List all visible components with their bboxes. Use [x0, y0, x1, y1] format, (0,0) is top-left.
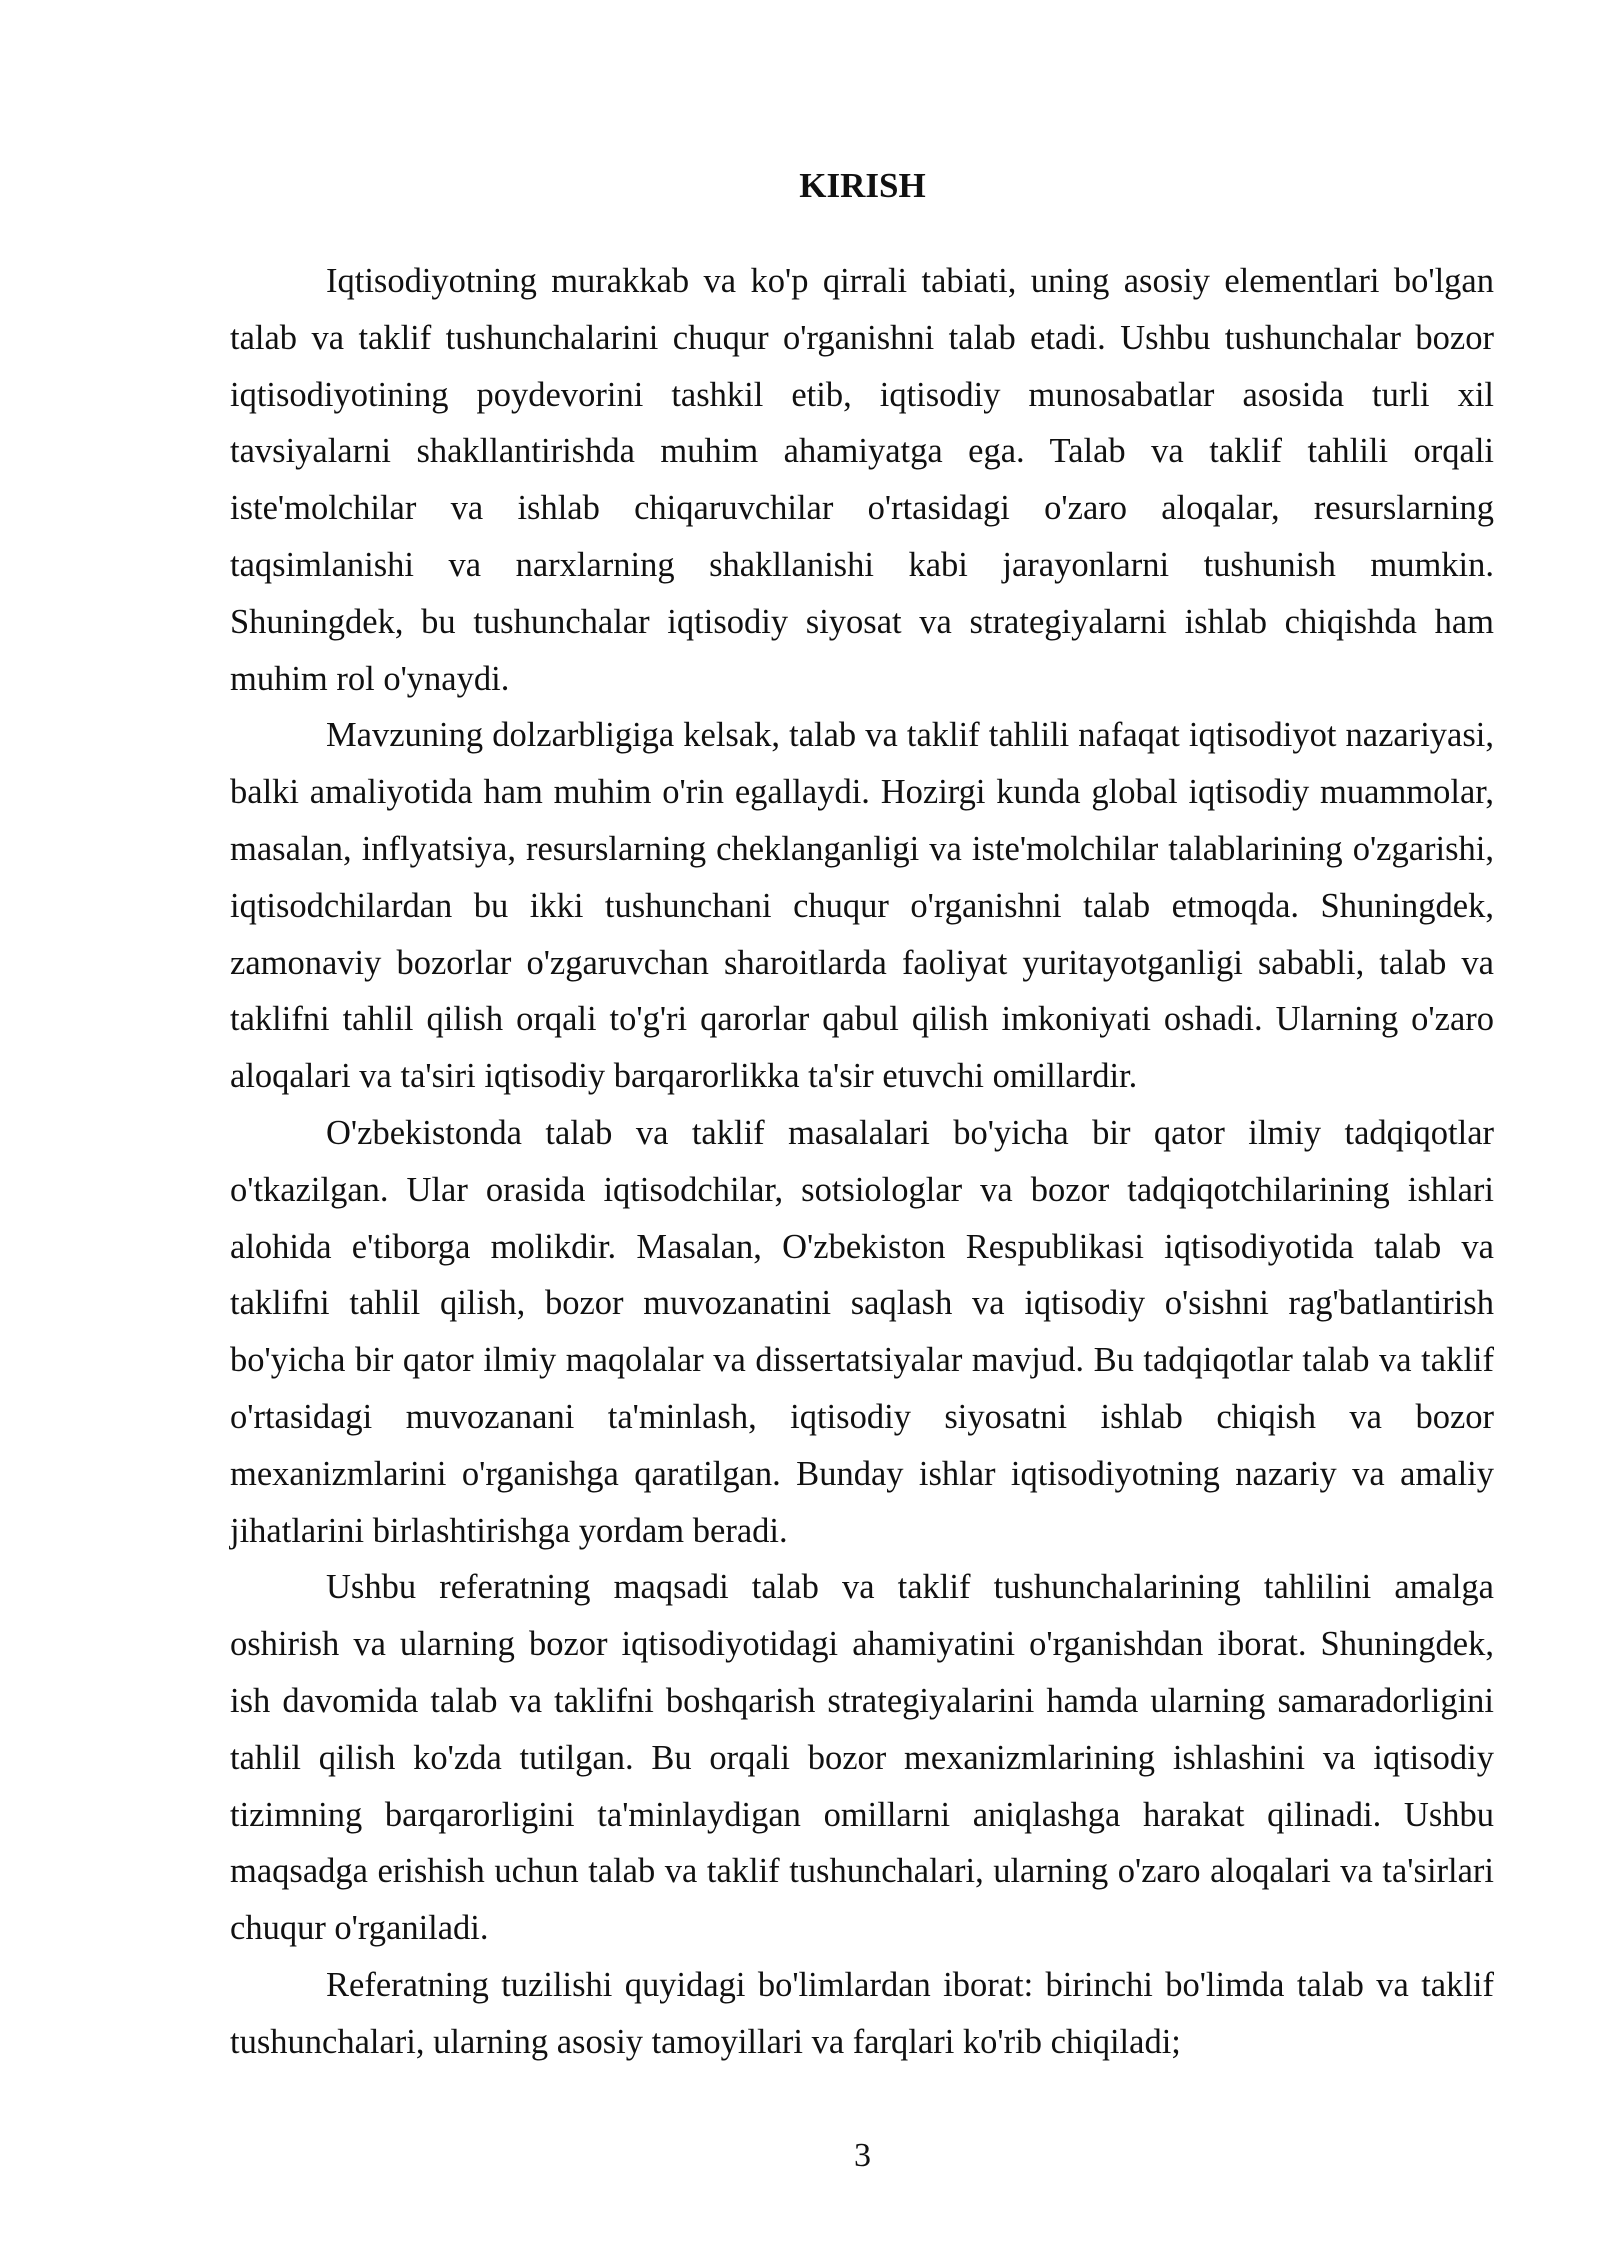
paragraph-structure: Referatning tuzilishi quyidagi bo'limlardan iborat: birinchi bo'limda talab va taklif tushunchalari, ularning asosiy tamoyillari va farqlari ko'rib chiqiladi;	[230, 1965, 1494, 2061]
page-number: 3	[854, 2137, 871, 2174]
paragraph-introduction: Iqtisodiyotning murakkab va ko'p qirrali tabiati, uning asosiy elementlari bo'lgan talab va taklif tushunchalarini chuqur o'rganishni talab etadi. Ushbu tushunchalar bozor iqtisodiyotining poydevorini tashkil etib, iqtisodiy munosabatlar asosida turli xil tavsiyalarni shakllantirishda muhim ahamiyatga ega. Talab va taklif tahlili orqali iste'molchilar va ishlab chiqaruvchilar o'rtasidagi o'zaro aloqalar, resurslarning taqsimlanishi va narxlarning shakllanishi kabi jarayonlarni tushunish mumkin. Shuningdek, bu tushunchalar iqtisodiy siyosat va strategiyalarni ishlab chiqishda ham muhim rol o'ynaydi.	[230, 262, 1494, 698]
page-title: KIRISH	[799, 166, 926, 205]
paragraph-research: O'zbekistonda talab va taklif masalalari bo'yicha bir qator ilmiy tadqiqotlar o'tkazilgan. Ular orasida iqtisodchilar, sotsiologlar va bozor tadqiqotchilarining ishlari alohida e'tiborga molikdir. Masalan, O'zbekiston Respublikasi iqtisodiyotida talab va taklifni tahlil qilish, bozor muvozanatini saqlash va iqtisodiy o'sishni rag'batlantirish bo'yicha bir qator ilmiy maqolalar va dissertatsiyalar mavjud. Bu tadqiqotlar talab va taklif o'rtasidagi muvozanani ta'minlash, iqtisodiy siyosatni ishlab chiqish va bozor mexanizmlarini o'rganishga qaratilgan. Bunday ishlar iqtisodiyotning nazariy va amaliy jihatlarini birlashtirishga yordam beradi.	[230, 1113, 1494, 1550]
paragraph-purpose: Ushbu referatning maqsadi talab va taklif tushunchalarining tahlilini amalga oshirish va ularning bozor iqtisodiyotidagi ahamiyatini o'rganishdan iborat. Shuningdek, ish davomida talab va taklifni boshqarish strategiyalarini hamda ularning samaradorligini tahlil qilish ko'zda tutilgan. Bu orqali bozor mexanizmlarining ishlashini va iqtisodiy tizimning barqarorligini ta'minlaydigan omillarni aniqlashga harakat qilinadi. Ushbu maqsadga erishish uchun talab va taklif tushunchalari, ularning o'zaro aloqalari va ta'sirlari chuqur o'rganiladi.	[230, 1568, 1494, 1948]
body-text	[230, 253, 1494, 2071]
paragraph-relevance: Mavzuning dolzarbligiga kelsak, talab va taklif tahlili nafaqat iqtisodiyot nazariyasi, balki amaliyotida ham muhim o'rin egallaydi. Hozirgi kunda global iqtisodiy muammolar, masalan, inflyatsiya, resurslarning cheklanganligi va iste'molchilar talablarining o'zgarishi, iqtisodchilardan bu ikki tushunchani chuqur o'rganishni talab etmoqda. Shuningdek, zamonaviy bozorlar o'zgaruvchan sharoitlarda faoliyat yuritayotganligi sababli, talab va taklifni tahlil qilish orqali to'g'ri qarorlar qabul qilish imkoniyati oshadi. Ularning o'zaro aloqalari va ta'siri iqtisodiy barqarorlikka ta'sir etuvchi omillardir.	[230, 716, 1494, 1096]
